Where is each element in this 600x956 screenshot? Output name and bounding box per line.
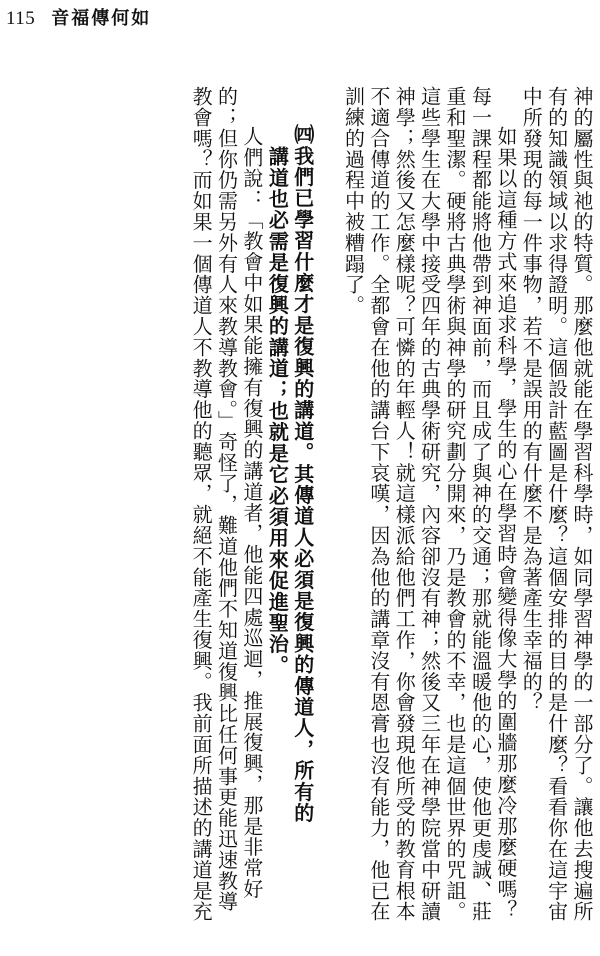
section-heading-continued: 講道也必需是復興的講道；也就是它必須用來促進聖治。: [265, 146, 290, 676]
text-column: 不適合傳道的工作。全都會在他的講台下哀嘆，因為他的講章沒有恩膏也沒有能力，他已在: [366, 86, 391, 922]
text-column: 這些學生在大學中接受四年的古典學術研究，內容卻沒有神；然後又三年在神學院當中研讀: [417, 86, 442, 922]
running-title: 音福傳何如: [51, 8, 152, 29]
text-column: 神學；然後又怎麼樣呢？可憐的年輕人！就這樣派給他們工作，你會發現他所受的教育根本: [392, 86, 417, 922]
text-column: 的；但你仍需另外有人來教導教會。」奇怪了，難道他們不知道復興比任何事更能迅速教導: [214, 86, 239, 912]
paragraph-start-column: 人們說：「教會中如果能擁有復興的講道者，他能四處巡迴，推展復興，那是非常好: [239, 126, 264, 900]
text-column: 教會嗎？而如果一個傳道人不教導他的聽眾，就絕不能產生復興。我前面所描述的講道是充: [189, 86, 214, 922]
section-heading: ㈣我們已學習什麼才是復興的講道。其傳道人必須是復興的傳道人，所有的: [290, 124, 315, 824]
paragraph-start-column: 如果以這種方式來追求科學，學生的心在學習時會變得像大學的圍牆那麼冷那麼硬嗎？: [493, 126, 518, 921]
column-spacer: [315, 86, 340, 946]
text-column: 有的知識領域以求得證明。這個設計藍圖是什麼？這個安排的目的是什麼？看看你在這宇宙: [544, 86, 569, 922]
page-number: 115: [6, 8, 36, 29]
page-header: [6, 4, 151, 32]
text-column: 中所發現的每一件事物，若不是誤用的有什麼不是為著產生幸福的？: [519, 86, 544, 713]
vertical-text-body: [6, 86, 594, 946]
text-column: 每一課程都能將他帶到神面前，而且成了與神的交通；那就能溫暖他的心，使他更虔誠、莊: [468, 86, 493, 922]
text-column: 神的屬性與祂的特質。那麼他就能在學習科學時，如同學習神學的一部分了。讓他去搜遍所: [570, 86, 594, 922]
text-column: 訓練的過程中被糟蹋了。: [341, 86, 366, 316]
text-column: 重和聖潔。硬將古典學術與神學的研究劃分開來，乃是教會的不幸，也是這個世界的咒詛。: [443, 86, 468, 922]
